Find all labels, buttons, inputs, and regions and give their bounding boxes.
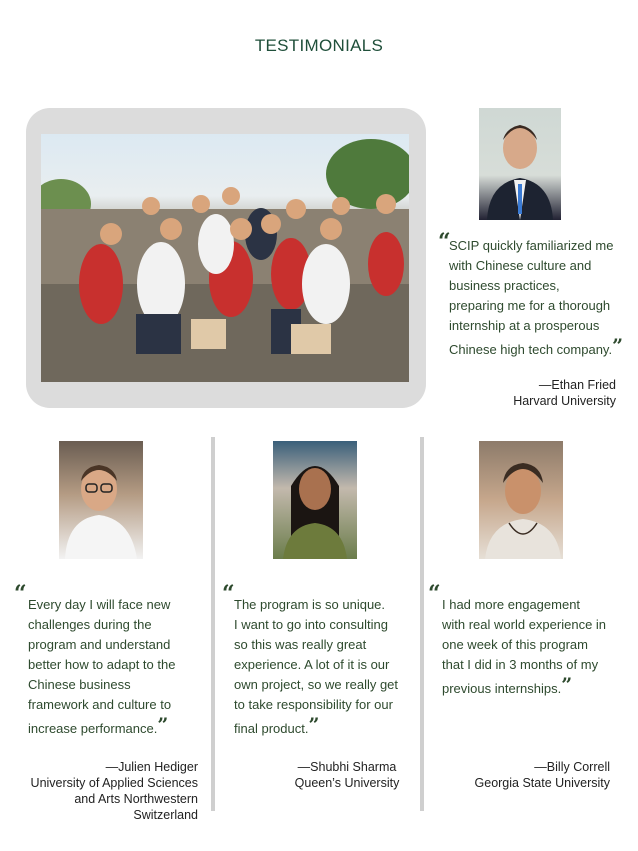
testimonial-quote-shubhi <box>234 595 414 739</box>
billy-correll-photo <box>479 441 563 559</box>
open-quote-mark: “ <box>438 229 451 255</box>
column-divider <box>420 437 424 811</box>
author-shubhi <box>262 759 432 791</box>
testimonial-quote-billy <box>442 595 627 699</box>
quote-line: increase performance. <box>28 721 158 736</box>
quote-line: with Chinese culture and <box>449 258 592 273</box>
author-affiliation: Harvard University <box>513 394 616 408</box>
quote-line: to take responsibility for our <box>234 697 393 712</box>
group-photo <box>41 134 409 382</box>
quote-line: program and understand <box>28 637 171 652</box>
author-name: —Billy Correll <box>534 760 610 774</box>
quote-line: final product. <box>234 721 309 736</box>
author-julien <box>10 759 198 823</box>
testimonial-quote-julien <box>28 595 210 739</box>
julien-hediger-photo <box>59 441 143 559</box>
quote-line: Chinese business <box>28 677 131 692</box>
author-affiliation: and Arts Northwestern <box>74 792 198 806</box>
quote-line: better how to adapt to the <box>28 657 176 672</box>
quote-line: The program is so unique. <box>234 597 386 612</box>
quote-line: I had more engagement <box>442 597 581 612</box>
open-quote-mark: “ <box>222 581 235 607</box>
column-divider <box>211 437 215 811</box>
close-quote-mark: ” <box>561 674 573 696</box>
close-quote-mark: ” <box>157 714 169 736</box>
page-title: TESTIMONIALS <box>254 36 384 55</box>
quote-line: business practices, <box>449 278 560 293</box>
close-quote-mark: ” <box>308 714 320 736</box>
open-quote-mark: “ <box>14 581 27 607</box>
close-quote-mark: ” <box>612 335 624 357</box>
quote-line: that I did in 3 months of my <box>442 657 599 672</box>
quote-line: so this was really great <box>234 637 367 652</box>
author-affiliation: Queen’s University <box>294 776 400 790</box>
author-affiliation: Switzerland <box>133 808 198 822</box>
testimonial-quote-ethan <box>449 236 629 360</box>
quote-line: I want to go into consulting <box>234 617 388 632</box>
author-affiliation: Georgia State University <box>474 776 610 790</box>
author-ethan <box>416 377 616 409</box>
quote-line: framework and culture to <box>28 697 172 712</box>
author-affiliation: University of Applied Sciences <box>30 776 198 790</box>
shubhi-sharma-photo <box>273 441 357 559</box>
quote-line: internship at a prosperous <box>449 318 600 333</box>
author-name: —Julien Hediger <box>105 760 198 774</box>
quote-line: previous internships. <box>442 681 562 696</box>
quote-line: Chinese high tech company. <box>449 342 613 357</box>
quote-line: experience. A lot of it is our <box>234 657 390 672</box>
quote-line: Every day I will face new <box>28 597 171 612</box>
quote-line: preparing me for a thorough <box>449 298 611 313</box>
quote-line: SCIP quickly familiarized me <box>449 238 614 253</box>
ethan-fried-photo <box>479 108 561 220</box>
quote-line: with real world experience in <box>442 617 607 632</box>
quote-line: one week of this program <box>442 637 588 652</box>
quote-line: challenges during the <box>28 617 152 632</box>
author-name: —Ethan Fried <box>538 378 616 392</box>
open-quote-mark: “ <box>428 581 441 607</box>
author-billy <box>410 759 610 791</box>
quote-line: own project, so we really get <box>234 677 399 692</box>
author-name: —Shubhi Sharma <box>297 760 397 774</box>
